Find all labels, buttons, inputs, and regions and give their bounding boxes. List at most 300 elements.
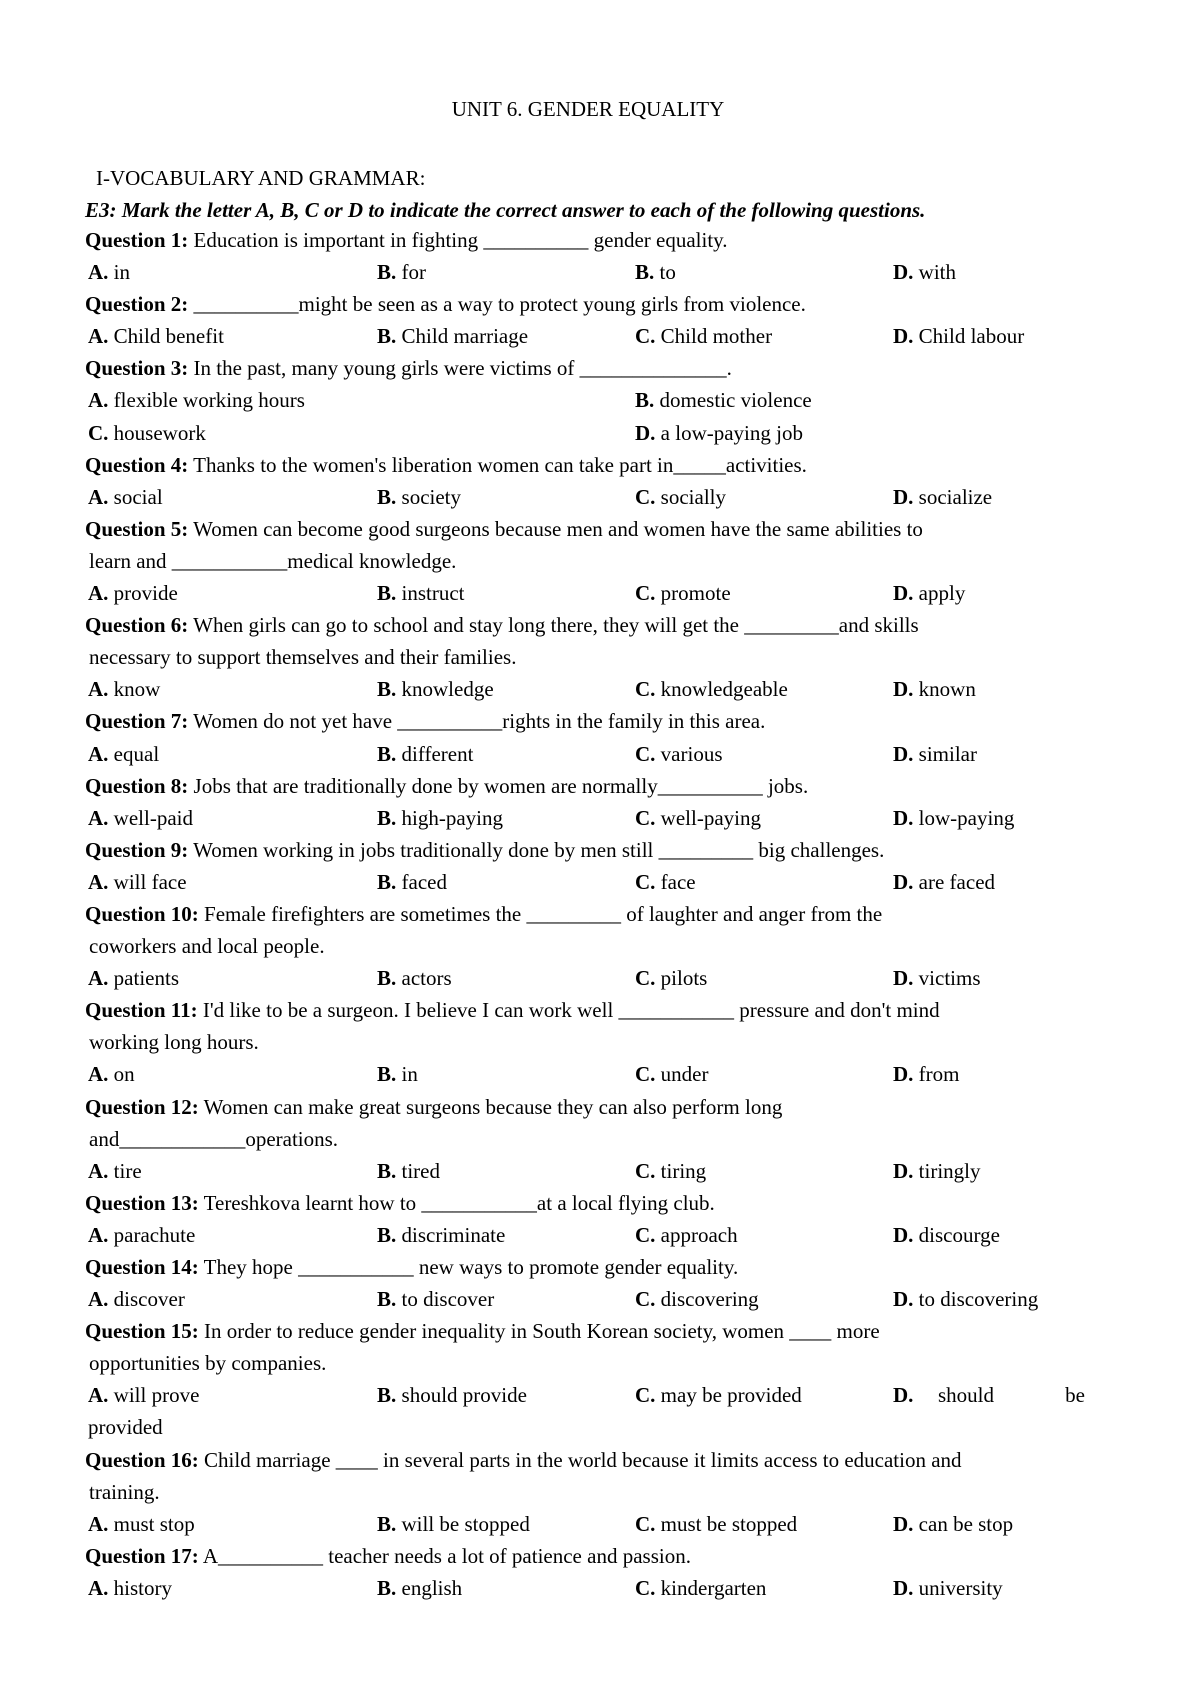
option-letter: D. — [893, 1158, 914, 1183]
option-letter: D. — [893, 484, 914, 509]
question-stem — [85, 834, 1085, 866]
option-letter: A. — [88, 581, 109, 606]
option-letter: A. — [88, 484, 109, 509]
question-label: Question 5: — [85, 516, 189, 541]
option-text: should provide — [396, 1383, 527, 1408]
answer-option-a[interactable] — [88, 256, 130, 288]
answer-options — [85, 256, 1085, 288]
answer-option-d[interactable] — [893, 1572, 1003, 1604]
option-letter: A. — [88, 741, 109, 766]
answer-option-a[interactable] — [88, 481, 163, 513]
option-letter: C. — [635, 741, 656, 766]
question-label: Question 7: — [85, 709, 189, 734]
question-stem — [85, 352, 1085, 384]
answer-option-b[interactable] — [377, 1155, 440, 1187]
question-stem — [85, 288, 1085, 320]
option-text: must be stopped — [655, 1511, 798, 1536]
answer-option-b[interactable] — [377, 1379, 527, 1411]
question-block — [85, 994, 1085, 1090]
option-letter: A. — [88, 1287, 109, 1312]
option-letter: B. — [377, 1062, 397, 1087]
option-text: tiring — [655, 1158, 707, 1183]
answer-option-a[interactable] — [88, 1379, 199, 1411]
option-letter: D. — [893, 1062, 914, 1087]
option-letter: D. — [893, 1575, 914, 1600]
question-block — [85, 1251, 1085, 1315]
option-letter: C. — [635, 1511, 656, 1536]
answer-option-a[interactable] — [88, 1155, 142, 1187]
option-text: tired — [396, 1158, 440, 1183]
option-letter: C. — [635, 581, 656, 606]
answer-option-d[interactable] — [893, 962, 981, 994]
option-letter: D. — [893, 677, 914, 702]
question-text-continued: necessary to support themselves and their families. — [89, 645, 517, 670]
option-text: know — [108, 677, 161, 702]
question-text: Women can become good surgeons because men and women have the same abilities to — [188, 516, 923, 541]
option-text: under — [655, 1062, 709, 1087]
option-text: victims — [913, 966, 981, 991]
option-text: a low-paying job — [655, 420, 803, 445]
question-text-continued: opportunities by companies. — [89, 1351, 327, 1376]
answer-option-c[interactable] — [635, 577, 731, 609]
option-text: instruct — [396, 581, 465, 606]
option-letter: B. — [377, 1383, 397, 1408]
answer-option-d[interactable] — [635, 417, 803, 449]
answer-option-a[interactable] — [88, 1058, 135, 1090]
option-letter: D. — [893, 1287, 914, 1312]
answer-option-b[interactable] — [377, 738, 473, 770]
answer-option-c[interactable] — [635, 481, 726, 513]
option-text: discover — [108, 1287, 185, 1312]
answer-option-a[interactable] — [88, 738, 159, 770]
answer-option-d[interactable] — [893, 1219, 1000, 1251]
question-stem — [85, 224, 1085, 256]
option-text: tiringly — [913, 1158, 981, 1183]
option-text: will prove — [108, 1383, 200, 1408]
option-text: high-paying — [396, 805, 503, 830]
question-block — [85, 834, 1085, 898]
option-word: should — [938, 1383, 995, 1408]
section-heading: I-VOCABULARY AND GRAMMAR: — [96, 166, 426, 190]
question-text-continued: and____________operations. — [89, 1126, 339, 1151]
option-text: to discover — [396, 1287, 495, 1312]
question-label: Question 2: — [85, 292, 189, 317]
question-label: Question 15: — [85, 1319, 199, 1344]
option-text: approach — [655, 1222, 738, 1247]
answer-option-c[interactable] — [635, 1219, 738, 1251]
question-stem — [85, 1187, 1085, 1219]
answer-option-d[interactable] — [893, 673, 976, 705]
answer-option-c[interactable] — [635, 1508, 797, 1540]
option-letter: B. — [377, 1575, 397, 1600]
option-text: must stop — [108, 1511, 195, 1536]
option-letter: B. — [377, 260, 397, 285]
option-letter: D. — [893, 1222, 914, 1247]
answer-option-c[interactable] — [635, 962, 707, 994]
option-text: known — [913, 677, 976, 702]
option-text: tire — [108, 1158, 142, 1183]
question-text: In order to reduce gender inequality in South Korean society, women ____ more — [198, 1319, 880, 1344]
answer-options — [85, 1155, 1085, 1187]
option-letter: B. — [377, 1222, 397, 1247]
answer-option-d[interactable] — [893, 1379, 1085, 1411]
option-letter: C. — [635, 1383, 656, 1408]
answer-options — [85, 1283, 1085, 1315]
answer-option-d[interactable] — [893, 1155, 981, 1187]
option-text: socially — [655, 484, 726, 509]
option-text: patients — [108, 966, 179, 991]
question-text: Women can make great surgeons because they can also perform long — [198, 1094, 783, 1119]
question-text-continued: working long hours. — [89, 1030, 259, 1055]
option-text: parachute — [108, 1222, 196, 1247]
option-letter: C. — [635, 324, 656, 349]
answer-option-a[interactable] — [88, 1572, 172, 1604]
option-text: discovering — [655, 1287, 759, 1312]
question-label: Question 17: — [85, 1543, 199, 1568]
option-letter: B. — [635, 388, 655, 413]
answer-options — [85, 577, 1085, 609]
answer-options — [85, 1508, 1085, 1540]
answer-option-a[interactable] — [88, 384, 305, 416]
question-label: Question 1: — [85, 228, 189, 252]
option-letter: B. — [377, 869, 397, 894]
option-text: provide — [108, 581, 178, 606]
answer-options — [85, 481, 1085, 513]
option-text: apply — [913, 581, 966, 606]
answer-option-b[interactable] — [377, 802, 503, 834]
answer-option-c[interactable] — [635, 802, 761, 834]
option-letter: D. — [893, 869, 914, 894]
option-letter: A. — [88, 1511, 109, 1536]
question-block — [85, 224, 1085, 288]
question-text: Tereshkova learnt how to ___________at a local flying club. — [198, 1190, 715, 1215]
answer-options — [85, 1219, 1085, 1251]
option-text: may be provided — [655, 1383, 802, 1408]
answer-option-b[interactable] — [377, 1283, 494, 1315]
option-text: different — [396, 741, 474, 766]
question-label: Question 6: — [85, 613, 189, 638]
option-letter: A. — [88, 677, 109, 702]
question-text: Thanks to the women's liberation women can take part in_____activities. — [188, 452, 807, 477]
option-letter: C. — [635, 869, 656, 894]
question-stem — [85, 1315, 1085, 1347]
option-text: history — [108, 1575, 173, 1600]
question-block — [85, 705, 1085, 769]
option-letter: B. — [377, 484, 397, 509]
question-block — [85, 609, 1085, 705]
answer-options — [85, 738, 1085, 770]
option-text: faced — [396, 869, 447, 894]
option-letter: C. — [635, 677, 656, 702]
option-text: equal — [108, 741, 160, 766]
answer-option-b[interactable] — [377, 673, 494, 705]
answer-option-c[interactable] — [635, 256, 676, 288]
answer-option-b[interactable] — [377, 481, 461, 513]
question-text: A__________ teacher needs a lot of patience and passion. — [198, 1543, 691, 1568]
question-stem — [85, 898, 1085, 930]
option-letter: D. — [893, 324, 914, 349]
option-letter: A. — [88, 1575, 109, 1600]
option-text-wrapped: provided — [88, 1415, 163, 1440]
answer-option-c[interactable] — [635, 1058, 709, 1090]
question-text: Women working in jobs traditionally done by men still _________ big challenges. — [188, 837, 885, 862]
answer-option-d[interactable] — [893, 738, 977, 770]
question-block — [85, 1091, 1085, 1187]
option-letter: C. — [635, 484, 656, 509]
question-block — [85, 1315, 1085, 1443]
question-block — [85, 1187, 1085, 1251]
option-text: Child mother — [655, 324, 773, 349]
answer-option-b[interactable] — [377, 1508, 530, 1540]
question-text-continued: learn and ___________medical knowledge. — [89, 548, 457, 573]
answer-option-b[interactable] — [377, 1219, 505, 1251]
question-text: Jobs that are traditionally done by women are normally__________ jobs. — [188, 773, 809, 798]
answer-option-d[interactable] — [893, 320, 1024, 352]
option-letter: C. — [635, 1287, 656, 1312]
question-text: In the past, many young girls were victims of ______________. — [188, 356, 732, 381]
option-letter: C. — [635, 1222, 656, 1247]
answer-option-a[interactable] — [88, 577, 178, 609]
option-letter: A. — [88, 1158, 109, 1183]
option-text: can be stop — [913, 1511, 1014, 1536]
option-text: university — [913, 1575, 1003, 1600]
answer-option-a[interactable] — [88, 673, 160, 705]
option-text: housework — [108, 420, 206, 445]
question-block — [85, 288, 1085, 352]
answer-option-a[interactable] — [88, 1508, 195, 1540]
option-text: are faced — [913, 869, 996, 894]
question-label: Question 3: — [85, 356, 189, 381]
option-text: in — [396, 1062, 418, 1087]
question-block — [85, 898, 1085, 994]
answer-options — [85, 320, 1085, 352]
option-text: knowledge — [396, 677, 494, 702]
option-letter: A. — [88, 324, 109, 349]
option-text: on — [108, 1062, 135, 1087]
option-text: face — [655, 869, 696, 894]
option-letter: B. — [377, 581, 397, 606]
answer-option-d[interactable] — [893, 577, 965, 609]
question-text: When girls can go to school and stay long there, they will get the _________and skills — [188, 613, 919, 638]
question-text-continued: training. — [89, 1479, 160, 1504]
answer-option-c[interactable] — [635, 1155, 706, 1187]
answer-option-b[interactable] — [377, 320, 528, 352]
option-text: pilots — [655, 966, 708, 991]
question-block — [85, 1540, 1085, 1604]
answer-option-a[interactable] — [88, 1283, 185, 1315]
question-text: Women do not yet have __________rights in the family in this area. — [188, 709, 766, 734]
question-stem — [85, 1444, 1085, 1476]
option-letter: B. — [377, 1511, 397, 1536]
question-stem — [85, 1540, 1085, 1572]
answer-option-d[interactable] — [893, 866, 995, 898]
question-text: Education is important in fighting __________ gender equality. — [188, 228, 728, 252]
answer-option-c[interactable] — [635, 1379, 802, 1411]
option-text: domestic violence — [654, 388, 812, 413]
option-letter: D. — [893, 805, 914, 830]
question-block — [85, 770, 1085, 834]
option-text: to discovering — [913, 1287, 1039, 1312]
option-text: various — [655, 741, 723, 766]
question-label: Question 12: — [85, 1094, 199, 1119]
answer-option-d[interactable] — [893, 1058, 960, 1090]
question-text-continued: coworkers and local people. — [89, 934, 325, 959]
question-block — [85, 352, 1085, 448]
option-text: knowledgeable — [655, 677, 788, 702]
answer-option-a[interactable] — [88, 802, 193, 834]
answer-option-c[interactable] — [635, 1572, 766, 1604]
answer-option-d[interactable] — [893, 802, 1014, 834]
option-text: discourge — [913, 1222, 1000, 1247]
question-label: Question 8: — [85, 773, 189, 798]
answer-option-b[interactable] — [377, 962, 452, 994]
option-letter: D. — [635, 420, 656, 445]
question-label: Question 11: — [85, 998, 198, 1023]
option-text: low-paying — [913, 805, 1015, 830]
question-text: __________might be seen as a way to protect young girls from violence. — [188, 292, 806, 317]
option-text: actors — [396, 966, 452, 991]
question-block — [85, 1444, 1085, 1540]
option-letter: B. — [377, 1158, 397, 1183]
answer-options — [85, 802, 1085, 834]
answer-option-b[interactable] — [377, 256, 426, 288]
question-label: Question 16: — [85, 1447, 199, 1472]
option-text: kindergarten — [655, 1575, 767, 1600]
answer-option-d[interactable] — [893, 1283, 1038, 1315]
answer-option-d[interactable] — [893, 1508, 1013, 1540]
question-label: Question 9: — [85, 837, 189, 862]
option-letter: B. — [377, 1287, 397, 1312]
option-text: well-paying — [655, 805, 761, 830]
answer-option-a[interactable] — [88, 320, 224, 352]
answer-option-c[interactable] — [635, 1283, 759, 1315]
option-word: be — [1065, 1383, 1085, 1408]
option-letter: D. — [893, 260, 914, 285]
answer-option-c[interactable] — [635, 738, 723, 770]
option-letter: A. — [88, 966, 109, 991]
option-letter: A. — [88, 388, 109, 413]
option-letter: A. — [88, 1383, 109, 1408]
option-letter: B. — [377, 966, 397, 991]
option-letter: B. — [377, 805, 397, 830]
answer-option-a[interactable] — [88, 866, 187, 898]
answer-option-b[interactable] — [635, 384, 812, 416]
option-letter: A. — [88, 260, 109, 285]
instruction: E3: Mark the letter A, B, C or D to indicate the correct answer to each of the following questions. — [85, 198, 926, 222]
answer-options — [85, 962, 1085, 994]
option-letter: B. — [377, 741, 397, 766]
option-text: social — [108, 484, 163, 509]
answer-option-b[interactable] — [377, 1058, 418, 1090]
answer-options — [85, 1379, 1085, 1443]
option-text: will be stopped — [396, 1511, 530, 1536]
option-text: socialize — [913, 484, 993, 509]
answer-options — [85, 1572, 1085, 1604]
option-letter: B. — [377, 324, 397, 349]
option-text: to — [654, 260, 676, 285]
option-letter: A. — [88, 1222, 109, 1247]
option-text: for — [396, 260, 427, 285]
option-text: society — [396, 484, 461, 509]
option-text: english — [396, 1575, 463, 1600]
question-stem — [85, 1091, 1085, 1123]
question-block — [85, 449, 1085, 513]
answer-option-c[interactable] — [88, 417, 206, 449]
question-label: Question 14: — [85, 1255, 199, 1279]
option-text: in — [108, 260, 131, 285]
option-text: from — [913, 1062, 960, 1087]
option-text: discriminate — [396, 1222, 506, 1247]
question-text: Child marriage ____ in several parts in the world because it limits access to education and — [198, 1447, 962, 1472]
page-title: UNIT 6. GENDER EQUALITY — [451, 97, 725, 121]
option-letter: C. — [635, 805, 656, 830]
option-letter: A. — [88, 1062, 109, 1087]
option-text: flexible working hours — [108, 388, 305, 413]
answer-options — [85, 673, 1085, 705]
option-letter: C. — [635, 966, 656, 991]
answer-options — [85, 866, 1085, 898]
answer-option-b[interactable] — [377, 577, 465, 609]
question-label: Question 4: — [85, 452, 189, 477]
answer-options — [85, 384, 1085, 448]
answer-option-c[interactable] — [635, 866, 696, 898]
option-text: Child marriage — [396, 324, 529, 349]
option-text: with — [913, 260, 957, 285]
option-letter: D. — [893, 966, 914, 991]
answer-option-a[interactable] — [88, 1219, 195, 1251]
question-stem — [85, 994, 1085, 1026]
question-label: Question 10: — [85, 901, 199, 926]
option-letter: C. — [88, 420, 109, 445]
answer-option-c[interactable] — [635, 673, 788, 705]
option-text: similar — [913, 741, 977, 766]
answer-option-b[interactable] — [377, 866, 447, 898]
question-block — [85, 513, 1085, 609]
question-stem — [85, 609, 1085, 641]
answer-option-a[interactable] — [88, 962, 179, 994]
question-text: I'd like to be a surgeon. I believe I can work well ___________ pressure and don't mind — [197, 998, 940, 1023]
option-text: Child labour — [913, 324, 1025, 349]
option-letter: B. — [377, 677, 397, 702]
answer-option-b[interactable] — [377, 1572, 462, 1604]
option-text: will face — [108, 869, 187, 894]
option-letter: A. — [88, 869, 109, 894]
option-text: promote — [655, 581, 731, 606]
option-letter: C. — [635, 1158, 656, 1183]
option-letter: D. — [893, 581, 914, 606]
question-stem — [85, 770, 1085, 802]
question-stem — [85, 513, 1085, 545]
question-text: They hope ___________ new ways to promote gender equality. — [198, 1255, 739, 1279]
answer-option-d[interactable] — [893, 481, 992, 513]
answer-options — [85, 1058, 1085, 1090]
question-stem — [85, 449, 1085, 481]
option-letter: D. — [893, 741, 914, 766]
question-list — [85, 224, 1085, 1604]
option-letter: D. — [893, 1511, 914, 1536]
option-letter: A. — [88, 805, 109, 830]
option-letter: C. — [635, 1575, 656, 1600]
answer-option-c[interactable] — [635, 320, 772, 352]
answer-option-d[interactable] — [893, 256, 956, 288]
option-letter: B. — [635, 260, 655, 285]
option-letter: D. — [893, 1383, 914, 1408]
option-text: well-paid — [108, 805, 193, 830]
option-letter: C. — [635, 1062, 656, 1087]
question-stem — [85, 1251, 1085, 1283]
question-label: Question 13: — [85, 1190, 199, 1215]
question-text: Female firefighters are sometimes the _________ of laughter and anger from the — [198, 901, 883, 926]
